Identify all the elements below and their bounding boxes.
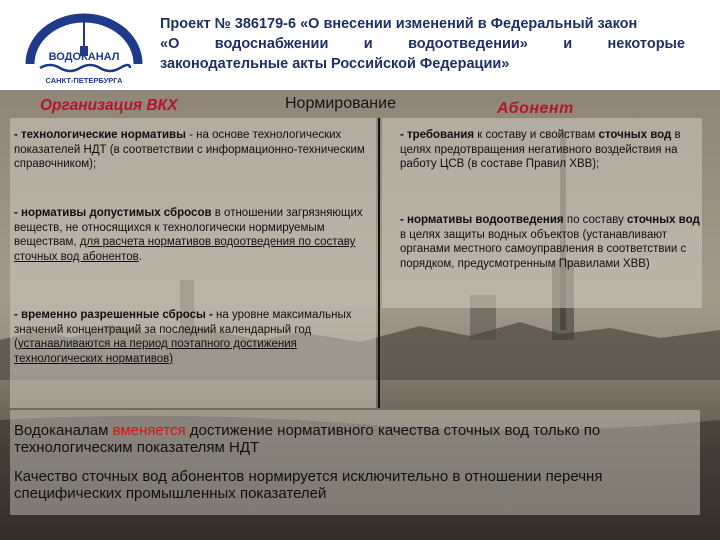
- technological-norms-item: [14, 128, 370, 172]
- header: [0, 0, 720, 90]
- vodokanal-logo: [22, 8, 146, 88]
- item-bold: - временно разрешенные сбросы -: [14, 309, 213, 321]
- item-bold-2: сточных вод: [598, 129, 672, 141]
- item-text: к составу и свойствам: [474, 129, 599, 141]
- item-text: по составу: [563, 214, 628, 226]
- item-text: в отношении загрязняющих веществ, не относящихся к технологически нормируемым веществам,: [14, 207, 363, 249]
- organization-panel: [10, 118, 376, 408]
- logo-bottom-text: САНКТ-ПЕТЕРБУРГА: [45, 76, 123, 85]
- title-line-1: Проект № 386179-6 «О внесении изменений в Федеральный закон: [160, 16, 638, 32]
- column-header-normalization: Нормирование: [285, 95, 396, 112]
- item-rest: в целях защиты водных объектов (устанавливают органами местного самоуправления в соответствии с порядком, предусмотренным Правилами ХВВ): [400, 228, 687, 270]
- p1-highlight: вменяется: [112, 422, 186, 439]
- drainage-norms-item: [400, 213, 700, 271]
- requirements-item: [400, 128, 700, 172]
- title-line-3: законодательные акты Российской Федерации»: [160, 56, 510, 72]
- item-bold-2: сточных вод: [627, 214, 700, 226]
- item-text: - на основе технологических показателей НДТ (в соответствии с информационно-техническим справочником);: [14, 129, 365, 171]
- title-line-2: «О водоснабжении и водоотведении» и некоторые: [160, 36, 685, 52]
- item-text: на уровне максимальных значений концентраций за последний календарный год (: [14, 309, 352, 351]
- subscriber-panel: [382, 118, 702, 308]
- item-underlined: для расчета нормативов водоотведения по составу сточных вод абонентов: [14, 236, 356, 263]
- item-bold: - требования: [400, 129, 475, 141]
- page-title: [160, 14, 685, 74]
- allowable-discharge-item: [14, 206, 370, 264]
- column-header-subscriber: Абонент: [497, 100, 574, 117]
- p1-end: достижение нормативного качества сточных вод только по технологическим показателям НДТ: [14, 422, 601, 456]
- item-bold: - технологические нормативы: [14, 129, 186, 141]
- logo-top-text: ВОДОКАНАЛ: [48, 51, 120, 63]
- item-end: .: [138, 250, 142, 263]
- p1-start: Водоканалам: [14, 422, 113, 439]
- conclusion-paragraph-2: Качество сточных вод абонентов нормируется исключительно в отношении перечня специфических промышленных показателей: [14, 468, 603, 502]
- item-bold: - нормативы допустимых сбросов: [14, 207, 212, 219]
- conclusion-paragraph-1: [14, 422, 694, 456]
- conclusion-box: [10, 410, 700, 515]
- item-bold: - нормативы водоотведения: [400, 214, 564, 226]
- column-divider: [378, 118, 380, 408]
- temporary-discharge-item: [14, 308, 370, 366]
- item-rest: в целях предотвращения негативного воздействия на работу ЦСВ (в составе Правил ХВВ);: [400, 129, 681, 171]
- column-header-organization: Организация ВКХ: [40, 97, 178, 114]
- item-underlined: устанавливаются на период поэтапного достижения технологических нормативов): [14, 338, 297, 365]
